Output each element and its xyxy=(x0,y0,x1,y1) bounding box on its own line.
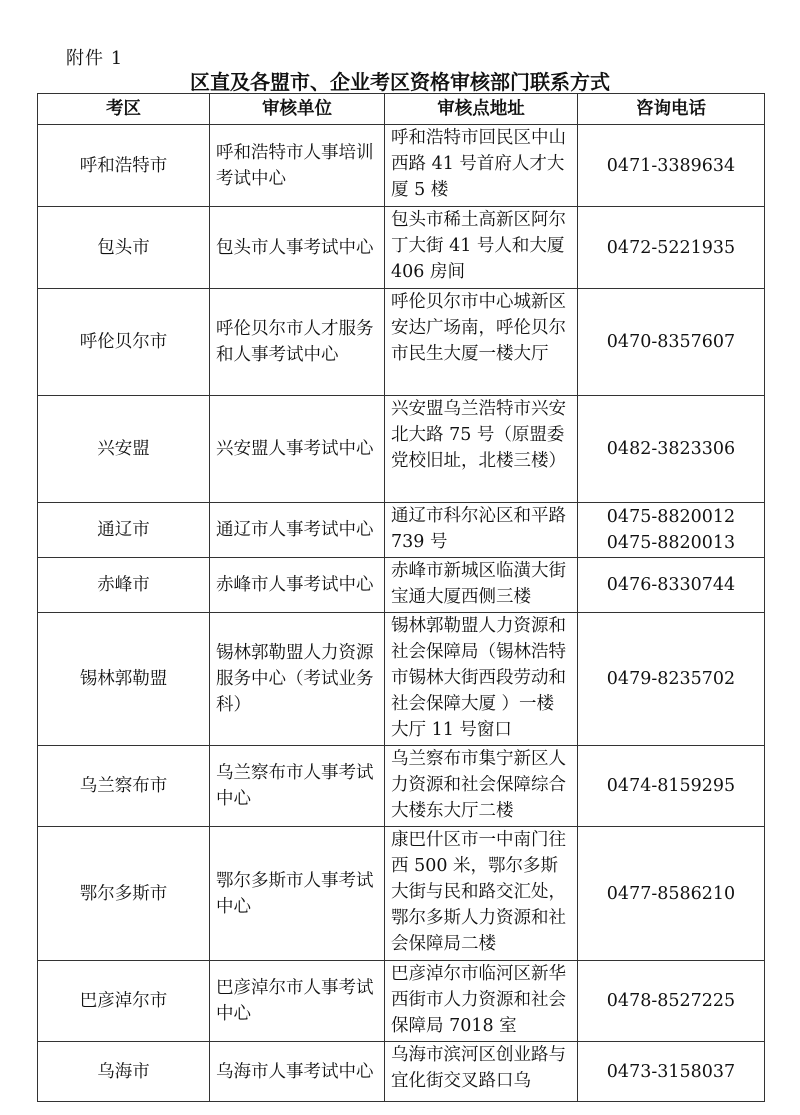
table-row xyxy=(38,827,765,961)
unit-cell: 呼伦贝尔市人才服务和人事考试中心 xyxy=(210,289,385,396)
phone-cell xyxy=(578,125,765,207)
header-unit: 审核单位 xyxy=(210,94,385,125)
unit-cell: 包头市人事考试中心 xyxy=(210,207,385,289)
phone-cell xyxy=(578,558,765,613)
unit-cell: 兴安盟人事考试中心 xyxy=(210,396,385,503)
unit-cell: 锡林郭勒盟人力资源服务中心（考试业务科） xyxy=(210,613,385,746)
phone-cell xyxy=(578,746,765,827)
address-cell: 康巴什区市一中南门往西 500 米，鄂尔多斯大街与民和路交汇处，鄂尔多斯人力资源和社会保障局二楼 xyxy=(385,827,578,961)
unit-cell: 乌兰察布市人事考试中心 xyxy=(210,746,385,827)
phone-number: 0478-8527225 xyxy=(606,991,736,1011)
table-row xyxy=(38,396,765,503)
phone-cell xyxy=(578,503,765,558)
contacts-table xyxy=(37,93,765,1102)
phone-cell xyxy=(578,396,765,503)
address-cell: 乌兰察布市集宁新区人力资源和社会保障综合大楼东大厅二楼 xyxy=(385,746,578,827)
address-cell: 通辽市科尔沁区和平路 739 号 xyxy=(385,503,578,558)
address-cell: 锡林郭勒盟人力资源和社会保障局（锡林浩特市锡林大街西段劳动和社会保障大厦 ）一楼大厅 11 号窗口 xyxy=(385,613,578,746)
table-row xyxy=(38,613,765,746)
phone-number: 0477-8586210 xyxy=(606,883,736,904)
phone-number: 0470-8357607 xyxy=(606,332,736,352)
phone-number: 0475-8820013 xyxy=(606,533,736,553)
table-row xyxy=(38,289,765,396)
unit-cell: 乌海市人事考试中心 xyxy=(210,1042,385,1102)
header-address: 审核点地址 xyxy=(385,94,578,125)
phone-number: 0475-8820012 xyxy=(606,507,736,527)
document-title: 区直及各盟市、企业考区资格审核部门联系方式 xyxy=(190,70,610,94)
area-cell: 包头市 xyxy=(38,207,210,289)
area-cell: 鄂尔多斯市 xyxy=(38,827,210,961)
phone-number: 0476-8330744 xyxy=(606,575,736,595)
area-cell: 锡林郭勒盟 xyxy=(38,613,210,746)
address-cell: 呼伦贝尔市中心城新区安达广场南，呼伦贝尔市民生大厦一楼大厅 xyxy=(385,289,578,396)
area-cell: 通辽市 xyxy=(38,503,210,558)
area-cell: 呼伦贝尔市 xyxy=(38,289,210,396)
header-area: 考区 xyxy=(38,94,210,125)
phone-cell xyxy=(578,1042,765,1102)
area-cell: 乌兰察布市 xyxy=(38,746,210,827)
unit-cell: 赤峰市人事考试中心 xyxy=(210,558,385,613)
unit-cell: 鄂尔多斯市人事考试中心 xyxy=(210,827,385,961)
phone-cell xyxy=(578,961,765,1042)
table-row xyxy=(38,558,765,613)
phone-number: 0474-8159295 xyxy=(606,776,736,796)
address-cell: 呼和浩特市回民区中山西路 41 号首府人才大厦 5 楼 xyxy=(385,125,578,207)
unit-cell: 通辽市人事考试中心 xyxy=(210,503,385,558)
phone-cell xyxy=(578,207,765,289)
address-cell: 包头市稀土高新区阿尔丁大街 41 号人和大厦 406 房间 xyxy=(385,207,578,289)
unit-cell: 呼和浩特市人事培训考试中心 xyxy=(210,125,385,207)
address-cell: 乌海市滨河区创业路与宜化街交叉路口乌 xyxy=(385,1042,578,1102)
area-cell: 赤峰市 xyxy=(38,558,210,613)
header-phone: 咨询电话 xyxy=(578,94,765,125)
phone-number: 0472-5221935 xyxy=(606,237,736,258)
phone-number: 0471-3389634 xyxy=(606,155,736,176)
table-row xyxy=(38,503,765,558)
table-row xyxy=(38,207,765,289)
phone-number: 0479-8235702 xyxy=(606,669,736,689)
table-row xyxy=(38,746,765,827)
table-row xyxy=(38,961,765,1042)
area-cell: 乌海市 xyxy=(38,1042,210,1102)
phone-cell xyxy=(578,289,765,396)
unit-cell: 巴彦淖尔市人事考试中心 xyxy=(210,961,385,1042)
address-cell: 巴彦淖尔市临河区新华西街市人力资源和社会保障局 7018 室 xyxy=(385,961,578,1042)
phone-number: 0473-3158037 xyxy=(606,1061,736,1082)
phone-cell xyxy=(578,613,765,746)
address-cell: 赤峰市新城区临潢大街宝通大厦西侧三楼 xyxy=(385,558,578,613)
phone-number: 0482-3823306 xyxy=(606,439,736,459)
area-cell: 呼和浩特市 xyxy=(38,125,210,207)
area-cell: 巴彦淖尔市 xyxy=(38,961,210,1042)
header-row xyxy=(38,94,765,125)
table-row xyxy=(38,1042,765,1102)
address-cell: 兴安盟乌兰浩特市兴安北大路 75 号（原盟委党校旧址，北楼三楼） xyxy=(385,396,578,503)
phone-cell xyxy=(578,827,765,961)
attachment-label: 附件 1 xyxy=(66,48,124,69)
area-cell: 兴安盟 xyxy=(38,396,210,503)
table-row xyxy=(38,125,765,207)
